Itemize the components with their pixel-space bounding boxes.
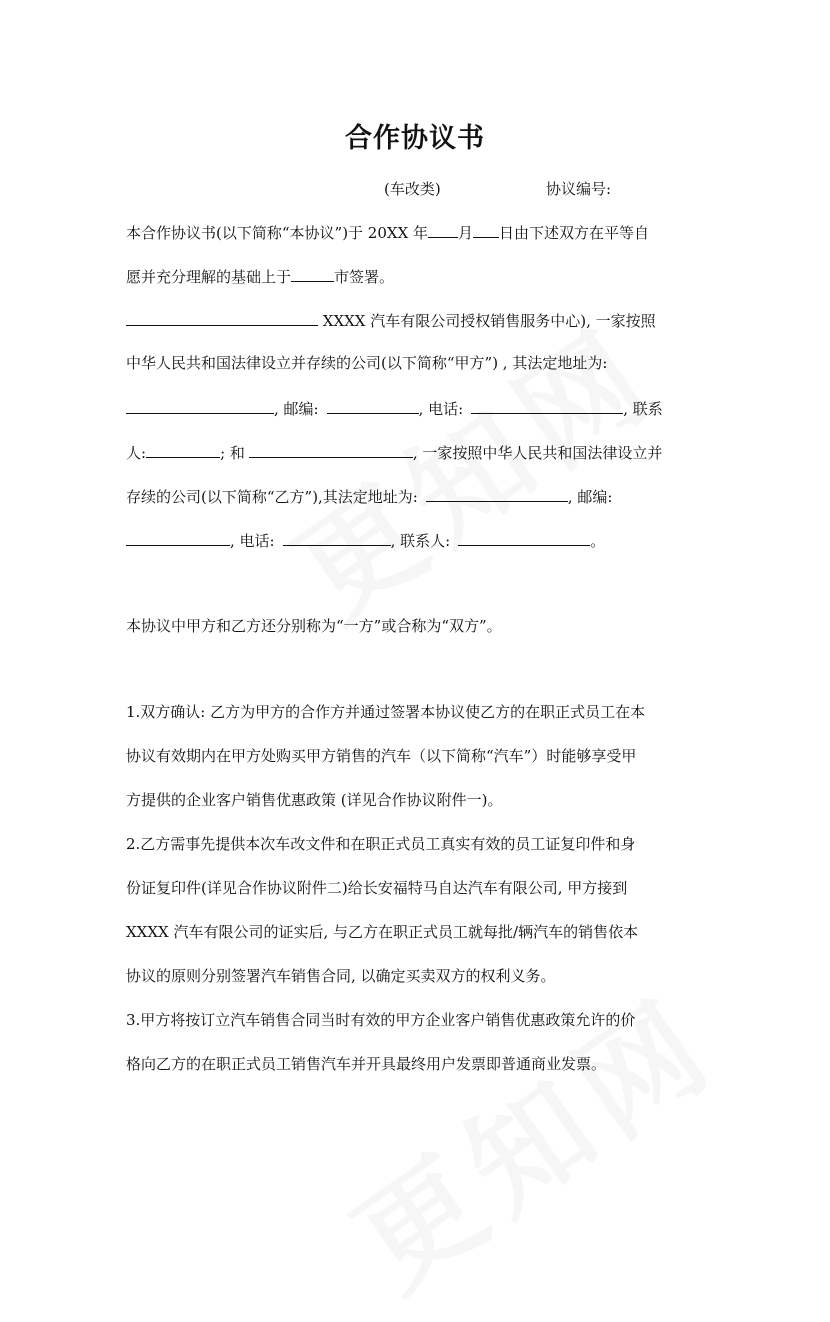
blank-field	[291, 266, 334, 282]
party-b-line-2	[126, 486, 612, 507]
text: , 邮编:	[567, 488, 613, 506]
blank-field	[428, 222, 458, 238]
agreement-type: (车改类)	[384, 180, 441, 198]
text: 市签署。	[334, 268, 395, 286]
text: 存续的公司(以下简称“乙方”),其法定地址为:	[126, 488, 418, 506]
text: 愿并充分理解的基础上于	[126, 268, 292, 286]
blank-field	[249, 442, 413, 458]
text: XXXX 汽车有限公司授权销售服务中心), 一家按照	[318, 312, 656, 330]
party-b-line-3	[126, 530, 605, 551]
party-a-line-1	[126, 310, 656, 331]
clause-2-line-3: XXXX 汽车有限公司的证实后, 与乙方在职正式员工就每批/辆汽车的销售依本	[126, 923, 639, 941]
watermark	[317, 950, 745, 1321]
blank-field	[426, 486, 568, 502]
text: 本合作协议书(以下简称“本协议”)于 20XX 年	[126, 224, 429, 242]
text: , 电话:	[418, 400, 464, 418]
blank-field	[327, 398, 419, 414]
page-title: 合作协议书	[345, 123, 485, 154]
blank-field	[146, 442, 220, 458]
blank-field	[473, 222, 499, 238]
text: 月	[458, 224, 474, 242]
party-a-line-3	[126, 398, 663, 419]
blank-field	[126, 398, 274, 414]
clause-2-line-4: 协议的原则分别签署汽车销售合同, 以确定买卖双方的权利义务。	[126, 967, 556, 985]
intro-line-2	[126, 266, 394, 287]
clause-1-line-2: 协议有效期内在甲方处购买甲方销售的汽车（以下简称“汽车”）时能够享受甲	[126, 747, 637, 765]
text: , 电话:	[230, 532, 275, 550]
watermark	[257, 280, 685, 651]
text: 日由下述双方在平等自	[499, 224, 650, 242]
clause-1-line-1: 1.双方确认: 乙方为甲方的合作方并通过签署本协议使乙方的在职正式员工在本	[126, 703, 646, 721]
blank-field	[126, 310, 318, 326]
blank-field	[283, 530, 391, 546]
definition-line: 本协议中甲方和乙方还分别称为“一方”或合称为“双方”。	[126, 617, 502, 635]
text: , 一家按照中华人民共和国法律设立并	[412, 444, 663, 462]
party-a-line-2	[126, 353, 607, 373]
text: , 联系	[623, 400, 663, 418]
blank-field	[471, 398, 623, 414]
text: , 联系人:	[390, 532, 451, 550]
clause-1-line-3: 方提供的企业客户销售优惠政策 (详见合作协议附件一)。	[126, 791, 503, 809]
text: ; 和	[220, 444, 245, 462]
text: , 邮编:	[274, 400, 319, 418]
text: 人:	[126, 444, 147, 462]
clause-2-line-2: 份证复印件(详见合作协议附件二)给长安福特马自达汽车有限公司, 甲方接到	[126, 879, 628, 897]
text: 中华人民共和国法律设立并存续的公司(以下简称“甲方”) , 其法定地址为:	[126, 354, 608, 372]
party-b-line-1	[126, 442, 662, 463]
intro-line-1	[126, 222, 649, 243]
clause-2-line-1: 2.乙方需事先提供本次车改文件和在职正式员工真实有效的员工证复印件和身	[126, 835, 636, 853]
blank-field	[126, 530, 230, 546]
blank-field	[458, 530, 590, 546]
clause-3-line-1: 3.甲方将按订立汽车销售合同当时有效的甲方企业客户销售优惠政策允许的价	[126, 1011, 636, 1029]
clause-3-line-2: 格向乙方的在职正式员工销售汽车并开具最终用户发票即普通商业发票。	[126, 1055, 607, 1073]
agreement-number-label: 协议编号:	[546, 180, 612, 198]
text: 。	[590, 532, 606, 550]
